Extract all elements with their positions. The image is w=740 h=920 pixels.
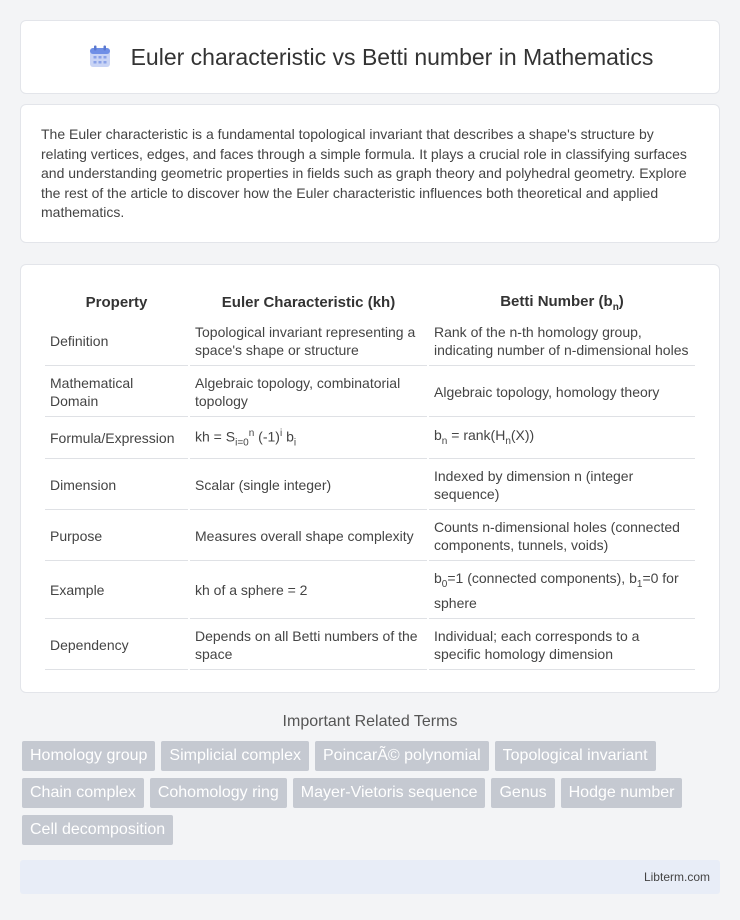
cell-euler: Scalar (single integer) — [190, 461, 427, 510]
cell-betti: Algebraic topology, homology theory — [429, 368, 695, 417]
tag-homology-group[interactable]: Homology group — [22, 741, 155, 771]
cell-property: Dependency — [45, 621, 188, 670]
cell-property: Formula/Expression — [45, 419, 188, 459]
tag-chain-complex[interactable]: Chain complex — [22, 778, 144, 808]
header-euler: Euler Characteristic (kh) — [221, 294, 396, 311]
tag-mayer-vietoris-sequence[interactable]: Mayer-Vietoris sequence — [293, 778, 486, 808]
comparison-table — [43, 285, 697, 672]
tag-cell-decomposition[interactable]: Cell decomposition — [22, 815, 173, 845]
cell-euler: Topological invariant representing a space's shape or structure — [190, 317, 427, 366]
cell-property: Example — [45, 563, 188, 619]
cell-euler: Algebraic topology, combinatorial topology — [190, 368, 427, 417]
tag-hodge-number[interactable]: Hodge number — [561, 778, 683, 808]
cell-betti: Individual; each corresponds to a specific homology dimension — [429, 621, 695, 670]
cell-betti: Counts n-dimensional holes (connected components, tunnels, voids) — [429, 512, 695, 561]
cell-property: Purpose — [45, 512, 188, 561]
cell-property: Definition — [45, 317, 188, 366]
cell-betti: Rank of the n-th homology group, indicating number of n-dimensional holes — [429, 317, 695, 366]
cell-betti: $b_n$ = $rank(H_n(X))$ — [429, 419, 695, 459]
tag-genus[interactable]: Genus — [491, 778, 554, 808]
intro-card — [20, 104, 720, 243]
header-card — [20, 20, 720, 94]
tag-topological-invariant[interactable]: Topological invariant — [495, 741, 656, 771]
footer — [20, 860, 720, 894]
table-row — [45, 461, 695, 510]
cell-euler: kh = $S_{i=0}^n$ $(-1)^i$ $b_i$ — [190, 419, 427, 459]
header-property: Property — [85, 294, 148, 311]
table-row — [45, 563, 695, 619]
footer-site-link[interactable]: Libterm.com — [643, 869, 710, 884]
header-betti: Betti Number $(b_n)$ — [500, 292, 624, 313]
table-row — [45, 368, 695, 417]
cell-betti: Indexed by dimension n (integer sequence) — [429, 461, 695, 510]
intro-text: The Euler characteristic is a fundamental topological invariant that describes a shape's structure by relating vertices, edges, and faces through a simple formula. It plays a crucial role in classifying surfaces and understanding geometric properties in fields such as graph theory and polyhedral geometry. Explore the rest of the article to discover how the Euler characteristic influences both theoretical and applied mathematics. — [41, 126, 687, 220]
table-row — [45, 419, 695, 459]
related-terms-list — [22, 741, 720, 845]
table-row — [45, 512, 695, 561]
related-terms-title: Important Related Terms — [282, 712, 458, 730]
cell-euler: Depends on all Betti numbers of the space — [190, 621, 427, 670]
tag-simplicial-complex[interactable]: Simplicial complex — [161, 741, 309, 771]
tag-poincare-polynomial[interactable]: PoincarÃ© polynomial — [315, 741, 489, 771]
calendar-icon — [87, 44, 113, 70]
cell-property: Dimension — [45, 461, 188, 510]
comparison-card — [20, 264, 720, 693]
cell-euler: Measures overall shape complexity — [190, 512, 427, 561]
table-row — [45, 621, 695, 670]
table-row — [45, 317, 695, 366]
table-header-row — [45, 287, 695, 315]
cell-euler: kh of a sphere = 2 — [190, 563, 427, 619]
page-title: Euler characteristic vs Betti number in Mathematics — [130, 43, 654, 70]
cell-betti: $b_0=1$ (connected components), $b_1=0$ for sphere — [429, 563, 695, 619]
cell-property: Mathematical Domain — [45, 368, 188, 417]
tag-cohomology-ring[interactable]: Cohomology ring — [150, 778, 287, 808]
